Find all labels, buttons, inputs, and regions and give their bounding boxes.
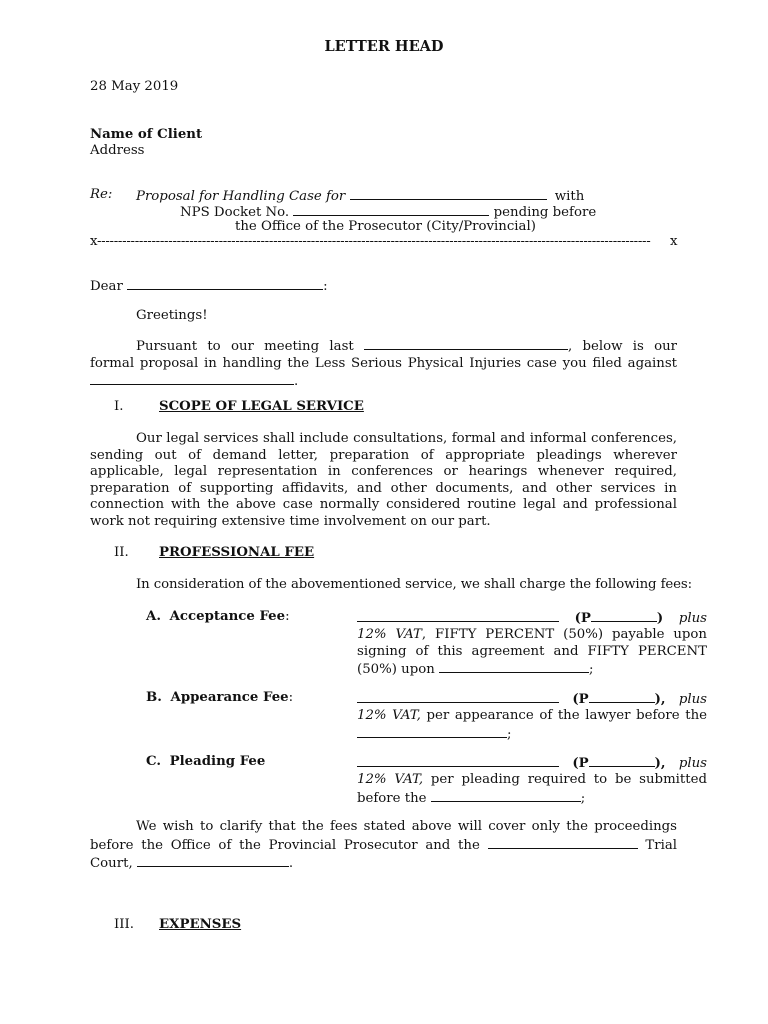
fee-a-label bbox=[146, 609, 290, 625]
court-location-blank bbox=[137, 854, 289, 867]
fee-b-name: Appearance Fee bbox=[170, 690, 289, 705]
salutation bbox=[90, 277, 328, 295]
divider-end: x bbox=[670, 234, 678, 249]
section-3-number: III. bbox=[114, 917, 134, 932]
fee-a-condition-blank bbox=[439, 660, 589, 673]
section-divider bbox=[90, 234, 678, 250]
meeting-date-blank bbox=[364, 337, 568, 350]
fee-b-amount-figure-blank bbox=[589, 690, 655, 703]
fee-b-text: per appearance of the lawyer before the bbox=[420, 708, 708, 724]
fee-a-letter: A. bbox=[146, 609, 161, 624]
fee-a-text: , FIFTY PERCENT (50%) payable upon signing of this agreement and FIFTY PERCENT (50%) upon bbox=[357, 627, 707, 678]
fee-b-plus: plus 12% bbox=[357, 692, 707, 724]
fee-b-terms bbox=[357, 690, 707, 743]
fee-a-p-close: ) bbox=[656, 611, 664, 626]
letter-date: 28 May 2019 bbox=[90, 79, 179, 94]
fee-a-vat: VAT bbox=[395, 627, 422, 643]
re-line-2-text: NPS Docket No. bbox=[180, 205, 290, 220]
fee-a-end: ; bbox=[589, 662, 594, 678]
re-label: Re: bbox=[90, 187, 113, 202]
docket-number-blank bbox=[293, 203, 489, 216]
intro-text-a: Pursuant to our meeting last bbox=[136, 339, 354, 354]
divider-dashes: ------------------------------------------------------------------------------------------------------------------------------------ bbox=[96, 234, 651, 249]
fee-a-amount-figure-blank bbox=[591, 609, 657, 622]
fee-c-label bbox=[146, 754, 265, 770]
fee-a-p-open: (P bbox=[574, 611, 591, 626]
section-3-title: EXPENSES bbox=[159, 917, 242, 932]
fee-c-p-close: ), bbox=[654, 756, 666, 771]
fee-b-p-close: ), bbox=[654, 692, 666, 707]
letter-head-title: LETTER HEAD bbox=[324, 38, 444, 55]
fee-c-p-open: (P bbox=[572, 756, 589, 771]
re-line-1-end: with bbox=[554, 189, 585, 204]
fee-c-letter: C. bbox=[146, 754, 161, 769]
fee-c-name: Pleading Fee bbox=[169, 754, 266, 769]
fee-c-venue-blank bbox=[431, 789, 581, 802]
intro-text-b: , below is our formal proposal in handling the Less Serious Physical Injuries case you filed against bbox=[90, 339, 677, 371]
section-2-number: II. bbox=[114, 545, 129, 560]
fee-a-colon: : bbox=[285, 609, 290, 624]
client-name: Name of Client bbox=[90, 127, 203, 142]
fee-a-plus: plus 12% bbox=[357, 611, 707, 643]
section-1-body: Our legal services shall include consultations, formal and informal conferences, sending out of demand letter, preparation of appropriate pleadings wherever applicable, legal representation in conferences or hearings whenever required, preparation of supporting affidavits, and other documents, and other services in connection with the above case normally considered routine legal and professional work not requiring extensive time involvement on our part. bbox=[90, 431, 677, 529]
re-line-3: the Office of the Prosecutor (City/Provincial) bbox=[235, 219, 536, 234]
fee-b-amount-words-blank bbox=[357, 690, 559, 703]
fee-b-venue-blank bbox=[357, 725, 507, 738]
fee-b-end: ; bbox=[507, 726, 512, 742]
fee-c-amount-figure-blank bbox=[589, 754, 655, 767]
clarify-text-a: We wish to clarify that the fees stated above will cover only the proceedings before the Office of the Provincial Prosecutor and the bbox=[90, 819, 677, 853]
divider-start: x bbox=[90, 234, 97, 249]
clarify-paragraph bbox=[90, 819, 677, 873]
trial-court-blank bbox=[488, 836, 638, 849]
fee-c-terms bbox=[357, 754, 707, 807]
clarify-text-c: . bbox=[288, 856, 294, 871]
greeting: Greetings! bbox=[136, 308, 208, 323]
fee-c-plus: plus 12% bbox=[357, 756, 707, 788]
case-name-blank bbox=[350, 187, 547, 200]
re-line-1-text: Proposal for Handling Case for bbox=[136, 189, 346, 204]
addressee-blank bbox=[127, 277, 323, 290]
fee-b-p-open: (P bbox=[572, 692, 589, 707]
salutation-suffix: : bbox=[323, 279, 328, 294]
respondent-blank bbox=[90, 372, 294, 385]
fee-c-text: per pleading required to be submitted before the bbox=[357, 772, 707, 806]
fee-a-terms bbox=[357, 609, 707, 679]
intro-paragraph bbox=[90, 337, 677, 391]
fee-c-vat: VAT, bbox=[394, 772, 424, 788]
section-2-title: PROFESSIONAL FEE bbox=[159, 545, 315, 560]
re-line-2-end: pending before bbox=[493, 205, 597, 220]
fee-a-name: Acceptance Fee bbox=[169, 609, 286, 624]
section-1-number: I. bbox=[114, 399, 124, 414]
fee-b-vat: VAT, bbox=[392, 708, 421, 724]
clarify-text-b: Trial Court, bbox=[90, 837, 678, 871]
fee-a-amount-words-blank bbox=[357, 609, 559, 622]
fee-b-label bbox=[146, 690, 293, 706]
fee-b-letter: B. bbox=[146, 690, 162, 705]
section-2-intro: In consideration of the abovementioned service, we shall charge the following fees: bbox=[136, 577, 693, 592]
salutation-prefix: Dear bbox=[90, 279, 123, 294]
section-1-title: SCOPE OF LEGAL SERVICE bbox=[159, 399, 364, 414]
fee-c-amount-words-blank bbox=[357, 754, 559, 767]
fee-c-end: ; bbox=[580, 790, 586, 806]
client-address: Address bbox=[90, 143, 145, 158]
fee-b-colon: : bbox=[288, 690, 294, 705]
intro-text-c: . bbox=[294, 374, 299, 389]
